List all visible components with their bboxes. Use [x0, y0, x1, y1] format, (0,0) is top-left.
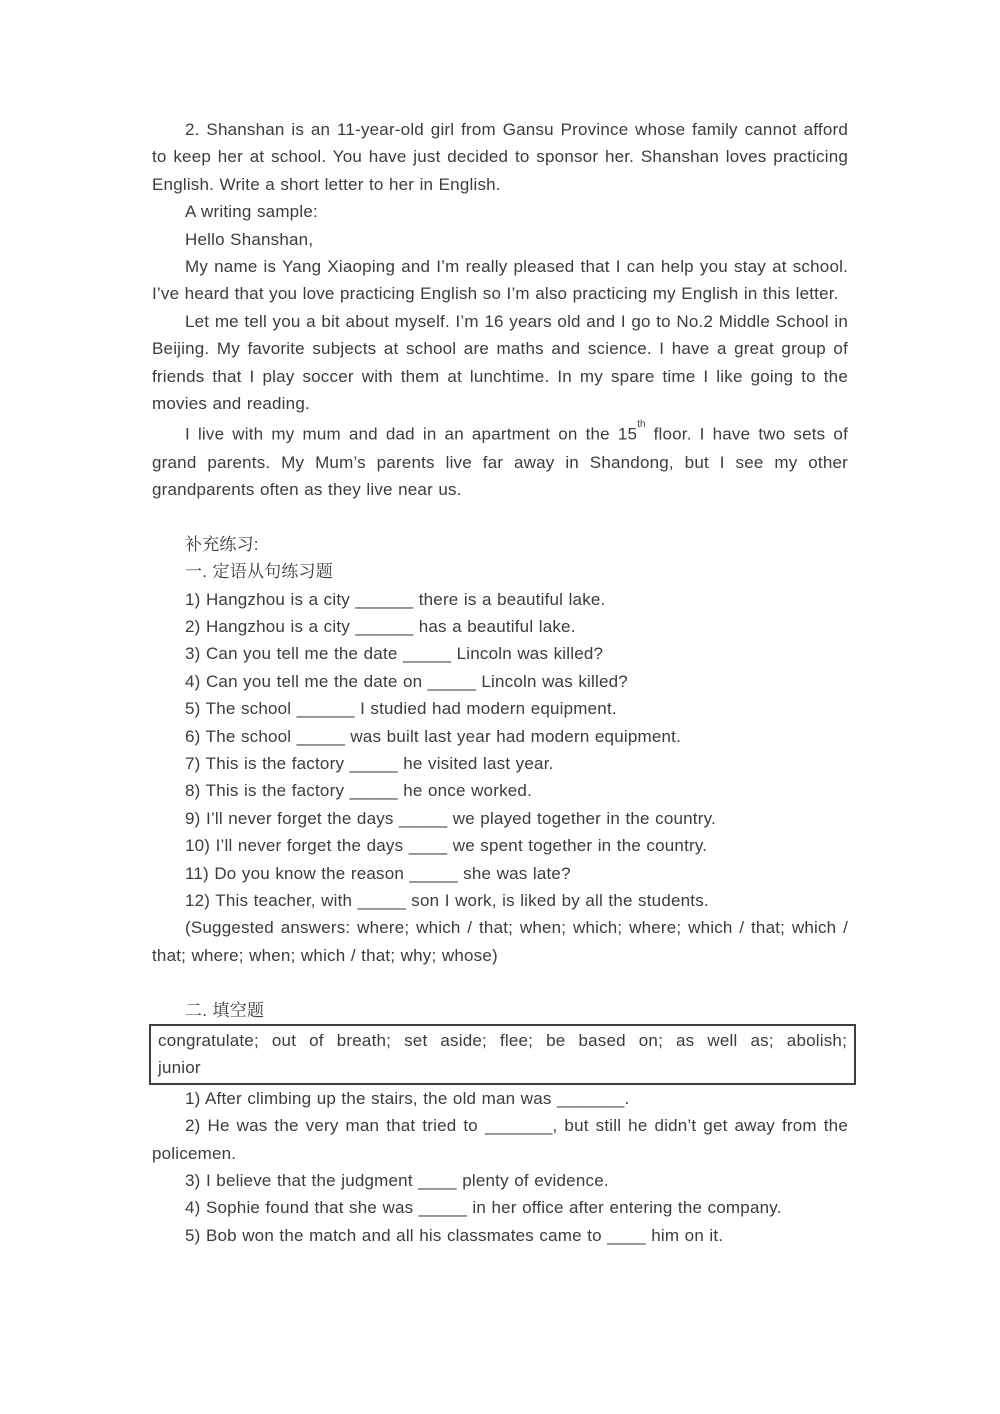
letter-paragraph-1: My name is Yang Xiaoping and I’m really pleased that I can help you stay at school. I’ve heard that you love practicing English so I’m also practicing my English in this letter. [152, 257, 848, 304]
letter-paragraph-3-text-cont: floor. I have two sets of grand parents. My Mum’s parents live far away in Shandong, but I see my other grandparents often as they live near us. [152, 425, 848, 499]
section-one-heading: 一. 定语从句练习题 [185, 562, 333, 582]
exercise-item-2: 2) Hangzhou is a city ______ has a beautiful lake. [185, 616, 576, 636]
word-bank-box [149, 1024, 856, 1085]
blank-line [152, 969, 848, 996]
exercise-item-12: 12) This teacher, with _____ son I work, is liked by all the students. [185, 891, 709, 911]
exercise-item-11: 11) Do you know the reason _____ she was late? [185, 863, 571, 883]
exercise-item-6: 6) The school _____ was built last year had modern equipment. [185, 726, 682, 746]
fill-item-2: 2) He was the very man that tried to _______, but still he didn’t get away from the policemen. [152, 1116, 848, 1163]
letter-paragraph-3 [152, 417, 848, 503]
exercise-item-10: 10) I’ll never forget the days ____ we spent together in the country. [185, 836, 708, 856]
fill-item-3: 3) I believe that the judgment ____ plenty of evidence. [185, 1171, 609, 1191]
ordinal-superscript: th [637, 419, 646, 431]
letter-paragraph-2: Let me tell you a bit about myself. I’m 16 years old and I go to No.2 Middle School in Beijing. My favorite subjects at school are maths and science. I have a great group of friends that I play soccer with them at lunchtime. In my spare time I like going to the movies and reading. [152, 311, 848, 414]
exercise-item-4: 4) Can you tell me the date on _____ Lincoln was killed? [185, 671, 628, 691]
exercise-item-9: 9) I’ll never forget the days _____ we played together in the country. [185, 808, 716, 828]
suggested-answers: (Suggested answers: where; which / that; when; which; where; which / that; which / that; where; when; which / that; why; whose) [152, 918, 848, 965]
exercise-item-5: 5) The school ______ I studied had modern equipment. [185, 699, 617, 719]
section-two-heading: 二. 填空题 [185, 1000, 265, 1020]
blank-line [152, 503, 848, 530]
letter-paragraph-3-text: I live with my mum and dad in an apartment on the 15 [185, 425, 638, 445]
task-intro: 2. Shanshan is an 11-year-old girl from Gansu Province whose family cannot afford to keep her at school. You have just decided to sponsor her. Shanshan loves practicing English. Write a short letter to her in English. [152, 120, 848, 194]
fill-item-4: 4) Sophie found that she was _____ in her office after entering the company. [185, 1198, 782, 1218]
exercise-item-7: 7) This is the factory _____ he visited last year. [185, 753, 554, 773]
word-bank-line-1: congratulate; out of breath; set aside; flee; be based on; as well as; abolish; [158, 1031, 847, 1051]
supplement-heading: 补充练习: [185, 534, 259, 554]
exercise-item-1: 1) Hangzhou is a city ______ there is a beautiful lake. [185, 589, 606, 609]
exercise-item-3: 3) Can you tell me the date _____ Lincoln was killed? [185, 644, 604, 664]
fill-item-1: 1) After climbing up the stairs, the old man was _______. [185, 1088, 630, 1108]
writing-sample-label: A writing sample: [185, 202, 318, 222]
letter-salutation: Hello Shanshan, [185, 229, 314, 249]
exercise-item-8: 8) This is the factory _____ he once worked. [185, 781, 533, 801]
word-bank-line-2: junior [158, 1058, 201, 1078]
fill-item-5: 5) Bob won the match and all his classmates came to ____ him on it. [185, 1225, 724, 1245]
